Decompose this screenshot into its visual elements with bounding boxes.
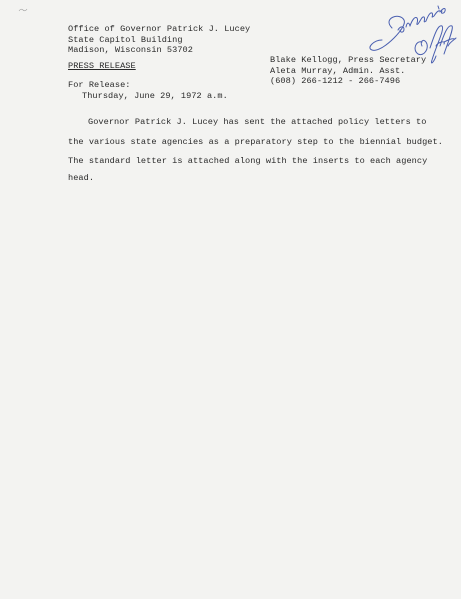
office-header <box>68 24 250 56</box>
office-building: State Capitol Building <box>68 34 183 45</box>
press-release-heading: PRESS RELEASE <box>68 61 136 71</box>
body-line-1: Governor Patrick J. Lucey has sent the attached policy letters to <box>88 117 427 127</box>
office-name: Office of Governor Patrick J. Lucey <box>68 24 251 34</box>
body-line-2: the various state agencies as a preparatory step to the biennial budget. <box>68 137 443 147</box>
body-line-4: head. <box>68 173 95 183</box>
release-label: For Release: <box>68 80 131 90</box>
contact-press-secretary: Blake Kellogg, Press Secretary <box>270 55 427 65</box>
release-date: Thursday, June 29, 1972 a.m. <box>82 91 228 101</box>
office-address: Madison, Wisconsin 53702 <box>68 45 193 55</box>
contact-admin-assistant: Aleta Murray, Admin. Asst. <box>270 65 406 76</box>
body-line-3: The standard letter is attached along with the inserts to each agency <box>68 156 428 166</box>
paper-speck <box>18 7 28 13</box>
handwritten-annotation <box>360 2 460 74</box>
contact-phone: (608) 266-1212 - 266-7496 <box>270 76 401 86</box>
